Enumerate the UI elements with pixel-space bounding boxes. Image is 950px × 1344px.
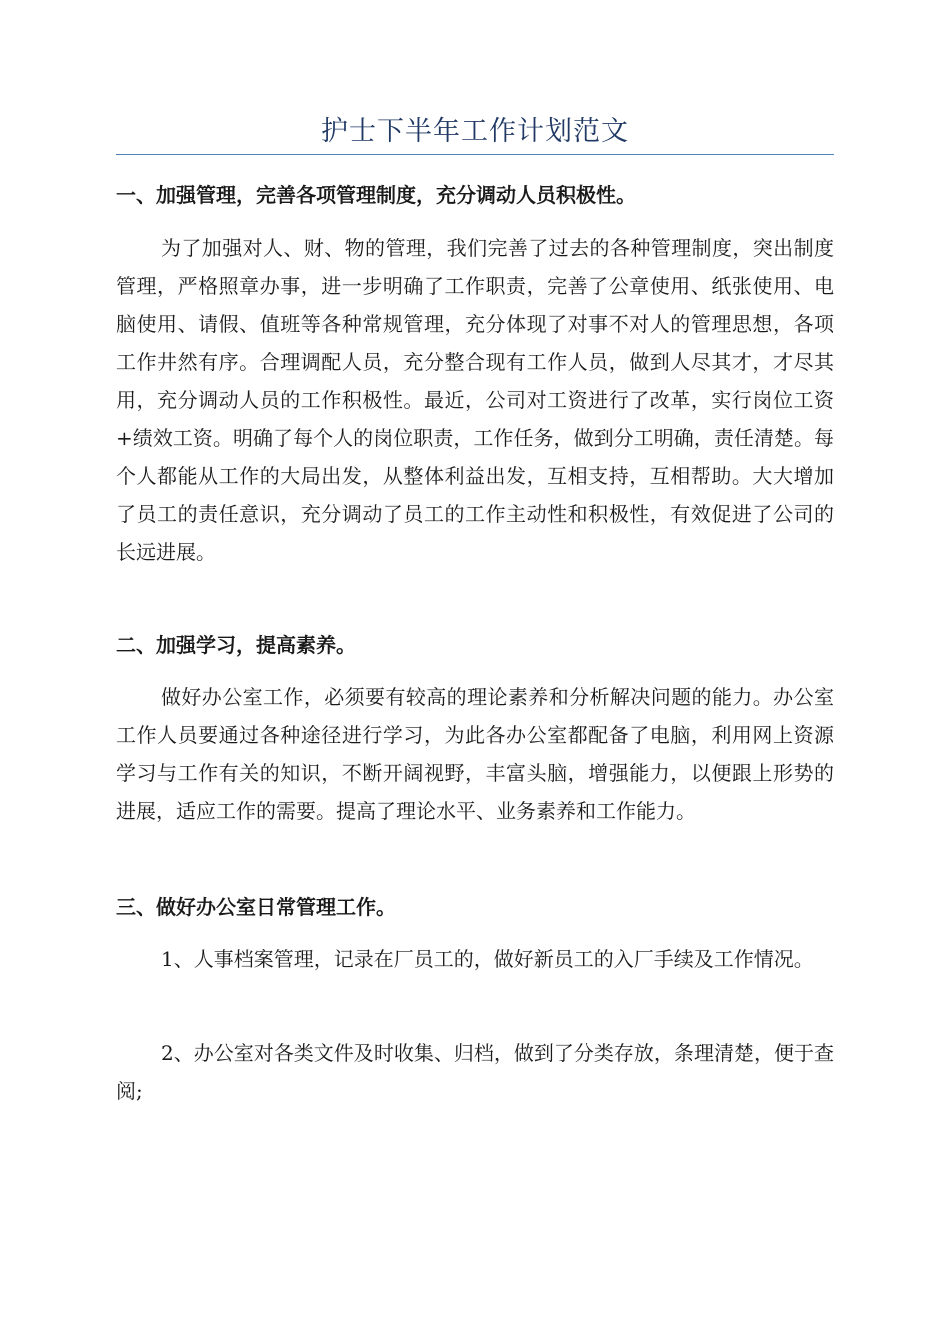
document-title: 护士下半年工作计划范文 bbox=[321, 116, 629, 147]
section-3-paragraph-2: 2、办公室对各类文件及时收集、归档，做到了分类存放，条理清楚，便于查阅; bbox=[116, 1041, 834, 1103]
section-2-paragraph-1: 做好办公室工作，必须要有较高的理论素养和分析解决问题的能力。办公室工作人员要通过各种途径进行学习，为此各办公室都配备了电脑，利用网上资源学习与工作有关的知识，不断开阔视野，丰富头脑，增强能力，以便跟上形势的进展，适应工作的需要。提高了理论水平、业务素养和工作能力。 bbox=[116, 685, 834, 823]
section-2-heading: 二、加强学习，提高素养。 bbox=[116, 633, 356, 657]
title-underline bbox=[116, 154, 834, 155]
section-1-heading: 一、加强管理，完善各项管理制度，充分调动人员积极性。 bbox=[116, 183, 636, 207]
section-1-paragraph-1: 为了加强对人、财、物的管理，我们完善了过去的各种管理制度，突出制度管理，严格照章办事，进一步明确了工作职责，完善了公章使用、纸张使用、电脑使用、请假、值班等各种常规管理，充分体现了对事不对人的管理思想，各项工作井然有序。合理调配人员，充分整合现有工作人员，做到人尽其才，才尽其用，充分调动人员的工作积极性。最近，公司对工资进行了改革，实行岗位工资+绩效工资。明确了每个人的岗位职责，工作任务，做到分工明确，责任清楚。每个人都能从工作的大局出发，从整体利益出发，互相支持，互相帮助。大大增加了员工的责任意识，充分调动了员工的工作主动性和积极性，有效促进了公司的长远进展。 bbox=[116, 236, 834, 564]
section-3-paragraph-1: 1、人事档案管理，记录在厂员工的，做好新员工的入厂手续及工作情况。 bbox=[161, 947, 814, 971]
section-3-heading: 三、做好办公室日常管理工作。 bbox=[116, 895, 396, 919]
